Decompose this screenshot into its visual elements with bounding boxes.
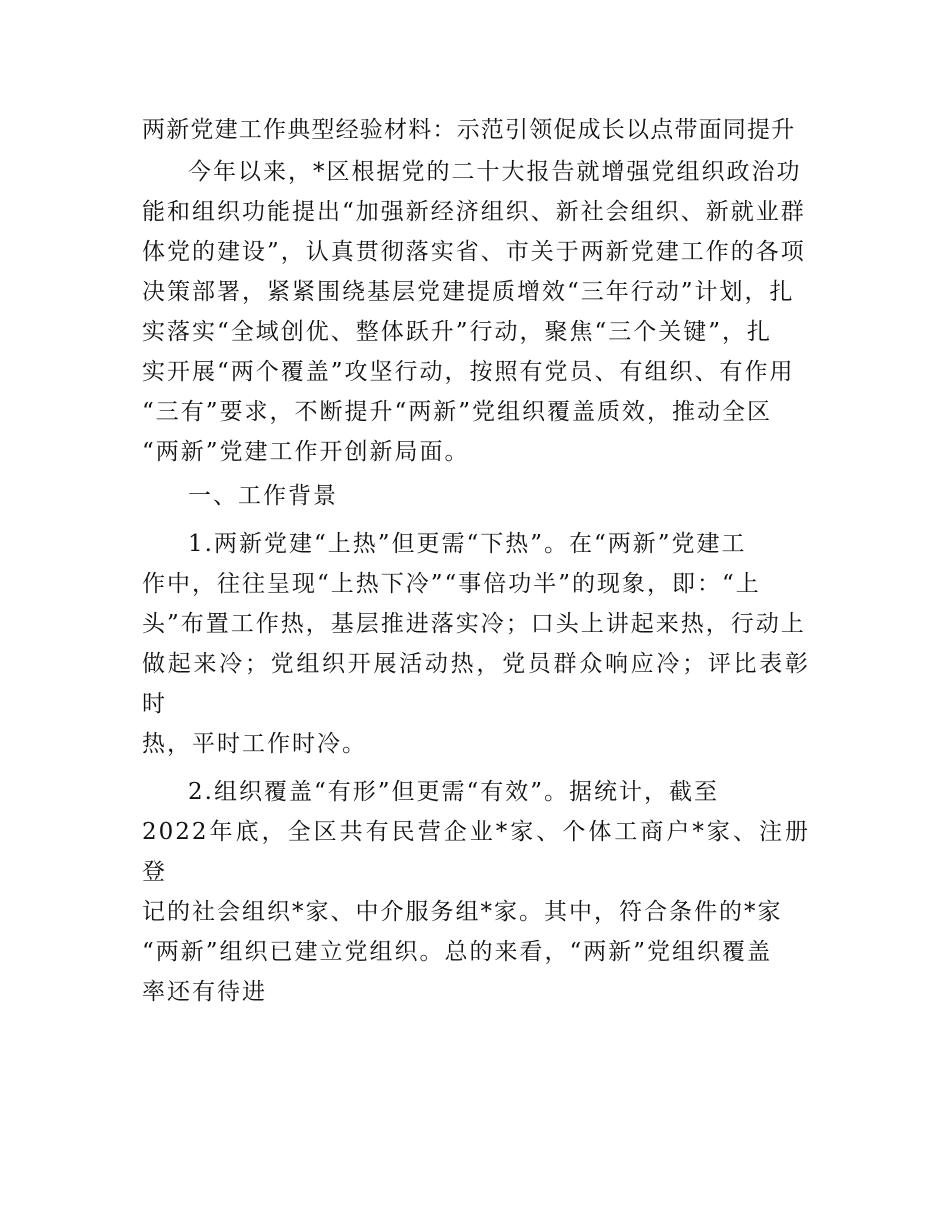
section-heading: 一、工作背景 [188, 483, 338, 509]
document-title: 两新党建工作典型经验材料：示范引领促成长以点带面同提升 [142, 117, 796, 143]
intro-paragraph: 今年以来，*区根据党的二十大报告就增强党组织政治功 能和组织功能提出“加强新经济组织、新社会组织、新就业群 体党的建设”，认真贯彻落实省、市关于两新党建工作的各项 决策部署，紧紧围绕基层党建提质增效“三年行动”计划，扎 实落实“全域创优、整体跃升”行动，聚焦“三个关键”，扎 实开展“两个覆盖”攻坚行动，按照有党员、有组织、有作用 “三有”要求，不断提升“两新”党组织覆盖质效，推动全区 “两新”党建工作开创新局面。 [142, 159, 806, 465]
document-body [142, 110, 810, 1014]
background-point-2: 2.组织覆盖“有形”但更需“有效”。据统计，截至 2022年底，全区共有民营企业*家、个体工商户*家、注册登 记的社会组织*家、中介服务组*家。其中，符合条件的*家 “两新”组织已建立党组织。总的来看，“两新”党组织覆盖 率还有待进 [142, 779, 810, 1005]
background-point-1: 1.两新党建“上热”但更需“下热”。在“两新”党建工 作中，往往呈现“上热下冷”“事倍功半”的现象，即：“上 头”布置工作热，基层推进落实冷；口头上讲起来热，行动上 做起来冷；党组织开展活动热，党员群众响应冷；评比表彰时 热，平时工作时冷。 [142, 531, 810, 757]
